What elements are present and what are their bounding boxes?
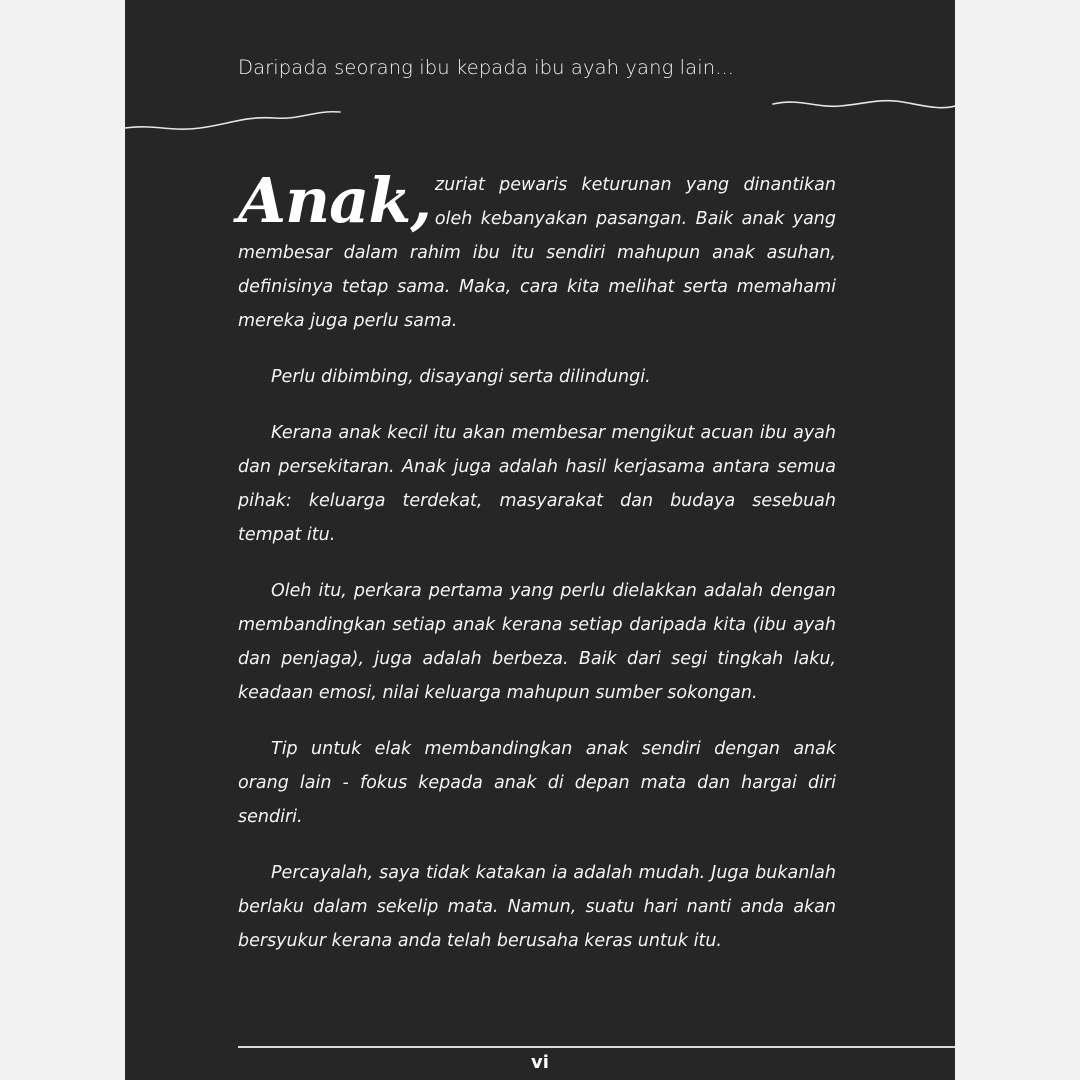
paragraph-6: Percayalah, saya tidak katakan ia adalah mudah. Juga bukanlah berlaku dalam sekelip mata. Namun, suatu hari nanti anda akan bersyukur kerana anda telah berusaha keras untuk itu. (238, 863, 836, 951)
paragraph-4: Oleh itu, perkara pertama yang perlu dielakkan adalah dengan membandingkan setiap anak kerana setiap daripada kita (ibu ayah dan penjaga), juga adalah berbeza. Baik dari segi tingkah laku, keadaan emosi, nilai keluarga mahupun sumber sokongan. (238, 581, 836, 703)
paragraph-5: Tip untuk elak membandingkan anak sendiri dengan anak orang lain - fokus kepada anak di depan mata dan hargai diri sendiri. (238, 739, 836, 827)
body-text (238, 164, 836, 958)
decorative-wave-divider (125, 88, 955, 148)
page-number: vi (531, 1052, 549, 1073)
paragraph-1: Anak, zuriat pewaris keturunan yang dinantikan oleh kebanyakan pasangan. Baik anak yang membesar dalam rahim ibu itu sendiri mahupun anak asuhan, definisinya tetap sama. Maka, cara kita melihat serta memahami mereka juga perlu sama. (238, 164, 836, 331)
paragraph-3: Kerana anak kecil itu akan membesar mengikut acuan ibu ayah dan persekitaran. Anak juga adalah hasil kerjasama antara semua pihak: keluarga terdekat, masyarakat dan budaya sesebuah tempat itu. (238, 423, 836, 545)
footer-rule (238, 1046, 955, 1048)
book-page (125, 0, 955, 1080)
paragraph-2: Perlu dibimbing, disayangi serta dilindungi. (271, 367, 651, 387)
dropcap-word: Anak, (238, 164, 431, 237)
page-header: Daripada seorang ibu kepada ibu ayah yang lain... (238, 56, 735, 79)
